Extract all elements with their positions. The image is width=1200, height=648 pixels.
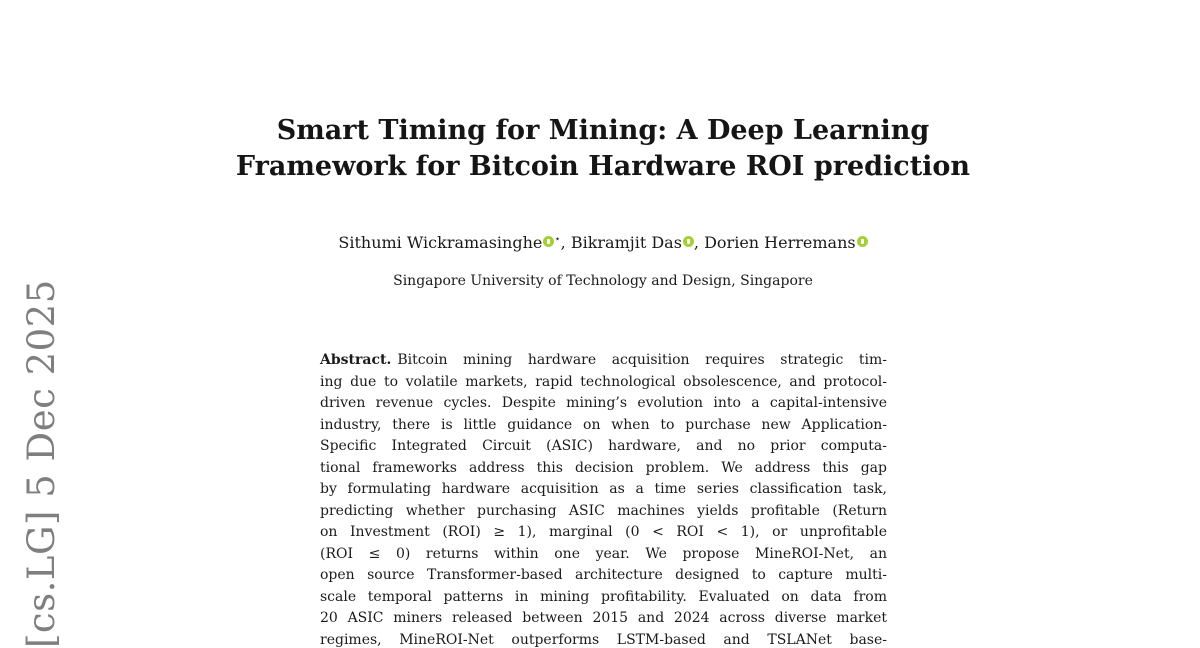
abstract-line: 20 ASIC miners released between 2015 and 2024 across diverse market xyxy=(320,610,887,626)
affiliation: Singapore University of Technology and Design, Singapore xyxy=(393,273,813,289)
abstract-line: ing due to volatile markets, rapid technological obsolescence, and protocol- xyxy=(320,373,887,390)
abstract-line: regimes, MineROI-Net outperforms LSTM-based and TSLANet base- xyxy=(320,631,887,648)
orcid-icon[interactable] xyxy=(543,236,554,247)
author-name: Sithumi Wickramasinghe xyxy=(338,233,543,252)
author-list xyxy=(200,229,1006,254)
abstract-line-text: Bitcoin mining hardware acquisition requires strategic tim- xyxy=(397,352,887,368)
arxiv-side-stamp: [cs.LG] 5 Dec 2025 xyxy=(20,279,63,648)
title-line-2: Framework for Bitcoin Hardware ROI prediction xyxy=(235,151,971,182)
orcid-icon[interactable] xyxy=(857,236,868,247)
abstract-line: by formulating hardware acquisition as a time series classification task, xyxy=(320,481,887,497)
abstract-heading: Abstract. xyxy=(320,352,392,368)
abstract-line: on Investment (ROI) ≥ 1), marginal (0 < ROI < 1), or unprofitable xyxy=(320,524,887,540)
abstract-line: Specific Integrated Circuit (ASIC) hardware, and no prior computa- xyxy=(320,438,887,454)
abstract-line: (ROI ≤ 0) returns within one year. We propose MineROI-Net, an xyxy=(320,545,887,562)
abstract-line: predicting whether purchasing ASIC machines yields profitable (Return xyxy=(320,502,887,519)
paper-title xyxy=(200,113,1006,185)
author-name: Dorien Herremans xyxy=(704,233,856,252)
title-line-1: Smart Timing for Mining: A Deep Learning xyxy=(276,115,930,146)
orcid-icon[interactable] xyxy=(683,236,694,247)
author-separator: , xyxy=(693,233,705,252)
abstract-line: open source Transformer-based architecture designed to capture multi- xyxy=(320,567,887,583)
corresponding-author-mark: ⋆ xyxy=(554,234,561,245)
abstract-line: industry, there is little guidance on when to purchase new Application- xyxy=(320,416,887,433)
abstract-line: driven revenue cycles. Despite mining’s evolution into a capital-intensive xyxy=(320,395,887,411)
abstract-line: tional frameworks address this decision problem. We address this gap xyxy=(320,459,887,476)
abstract-line: scale temporal patterns in mining profitability. Evaluated on data from xyxy=(320,588,887,605)
abstract xyxy=(320,350,887,648)
abstract-line xyxy=(320,350,887,372)
author-name: Bikramjit Das xyxy=(570,233,682,252)
author-separator: , xyxy=(560,233,571,252)
